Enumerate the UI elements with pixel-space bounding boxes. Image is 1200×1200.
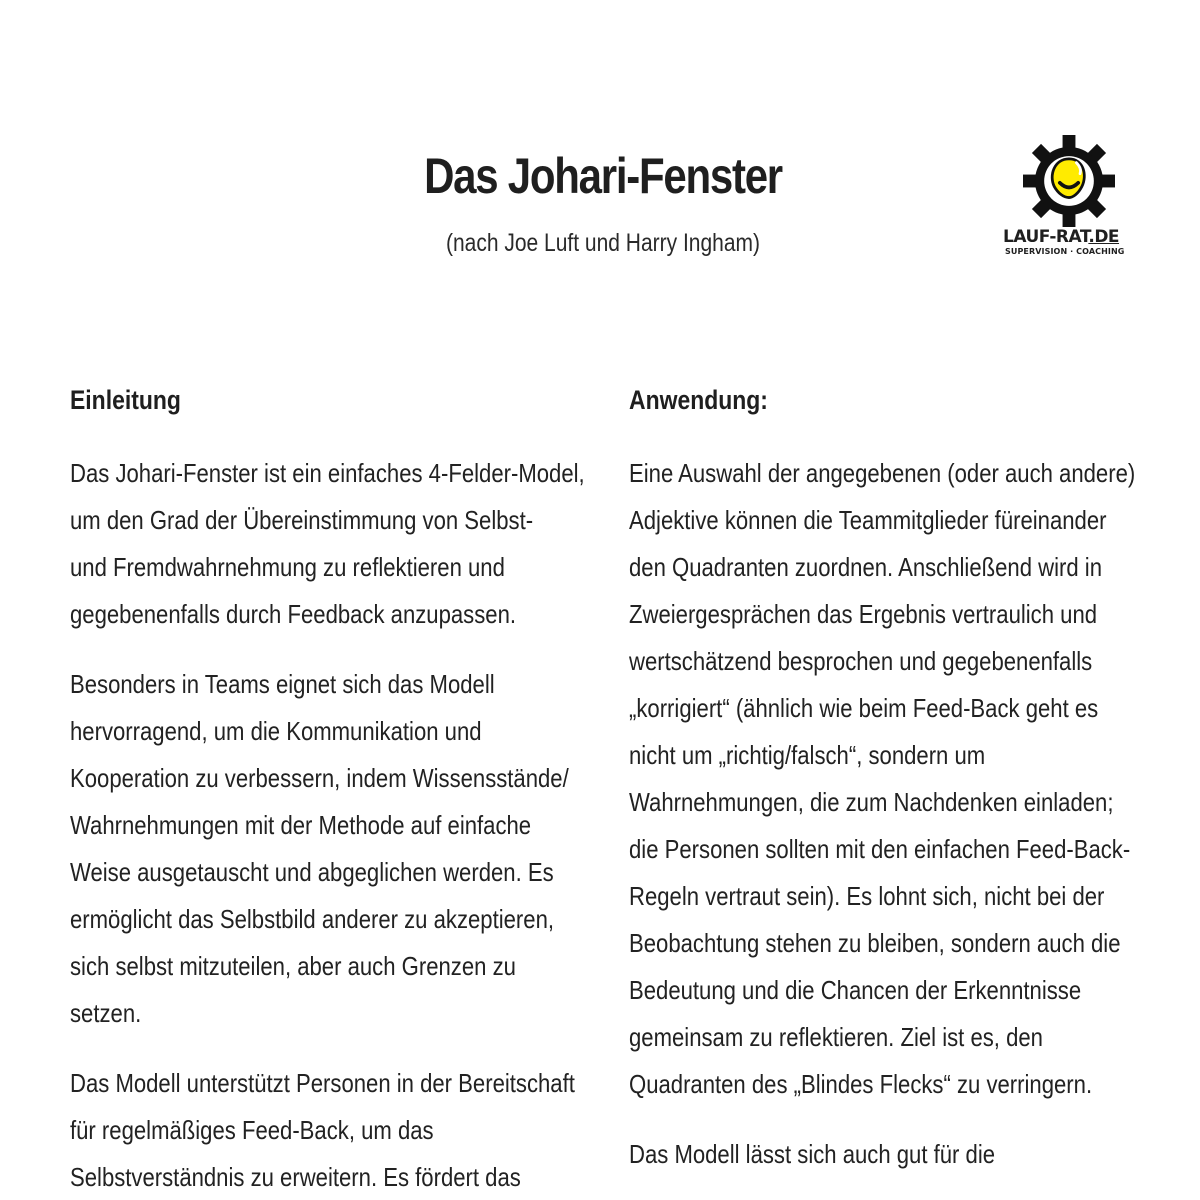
- text-line: Wahrnehmungen, die zum Nachdenken einladen;: [629, 787, 1114, 817]
- introduction-body: [70, 450, 585, 1200]
- logo-tagline: SUPERVISION · COACHING: [1005, 247, 1125, 256]
- text-line: Wahrnehmungen mit der Methode auf einfache: [70, 810, 532, 840]
- text-line: den Quadranten zuordnen. Anschließend wird in: [629, 552, 1103, 582]
- text-line: nicht um „richtig/falsch“, sondern um: [629, 740, 986, 770]
- application-body: [629, 450, 1137, 1178]
- text-line: Quadranten des „Blindes Flecks“ zu verringern.: [629, 1069, 1093, 1099]
- text-line: ermöglicht das Selbstbild anderer zu akzeptieren,: [70, 904, 555, 934]
- paragraph: [70, 450, 585, 638]
- text-line: Das Modell lässt sich auch gut für die: [629, 1139, 996, 1169]
- text-line: Kooperation zu verbessern, indem Wissensstände/: [70, 763, 569, 793]
- gear-lightbulb-icon: [1019, 135, 1119, 227]
- text-line: Das Modell unterstützt Personen in der Bereitschaft: [70, 1068, 575, 1098]
- text-line: Adjektive können die Teammitglieder füreinander: [629, 505, 1107, 535]
- text-line: hervorragend, um die Kommunikation und: [70, 716, 482, 746]
- text-line: Eine Auswahl der angegebenen (oder auch andere): [629, 458, 1136, 488]
- text-line: sich selbst mitzuteilen, aber auch Grenzen zu: [70, 951, 516, 981]
- paragraph: [629, 1131, 1137, 1178]
- paragraph: [70, 661, 578, 1037]
- text-line: um den Grad der Übereinstimmung von Selbst-: [70, 505, 534, 535]
- text-line: Weise ausgetauscht und abgeglichen werden. Es: [70, 857, 554, 887]
- text-line: die Personen sollten mit den einfachen Feed-Back-: [629, 834, 1131, 864]
- text-line: setzen.: [70, 998, 142, 1028]
- text-line: „korrigiert“ (ähnlich wie beim Feed-Back geht es: [629, 693, 1099, 723]
- text-line: Das Johari-Fenster ist ein einfaches 4-Felder-Model,: [70, 458, 585, 488]
- text-line: Regeln vertraut sein). Es lohnt sich, nicht bei der: [629, 881, 1105, 911]
- introduction-heading: Einleitung: [70, 385, 181, 415]
- logo-word: LAUF-RAT: [1003, 227, 1089, 247]
- logo-wordmark: [1003, 227, 1138, 247]
- document-title: Das Johari-Fenster: [424, 148, 782, 204]
- document-subtitle: (nach Joe Luft und Harry Ingham): [445, 229, 761, 257]
- application-heading: Anwendung:: [629, 385, 768, 415]
- column-application: [629, 380, 1137, 1200]
- text-line: gemeinsam zu reflektieren. Ziel ist es, den: [629, 1022, 1043, 1052]
- paragraph: [629, 450, 1137, 1108]
- text-line: wertschätzend besprochen und gegebenenfalls: [629, 646, 1093, 676]
- text-line: Besonders in Teams eignet sich das Modell: [70, 669, 495, 699]
- text-line: Beobachtung stehen zu bleiben, sondern auch die: [629, 928, 1121, 958]
- text-line: Zweiergesprächen das Ergebnis vertraulich und: [629, 599, 1098, 629]
- lauf-rat-logo: [1003, 135, 1138, 260]
- text-line: Selbstverständnis zu erweitern. Es fördert das: [70, 1162, 521, 1192]
- column-introduction: [70, 380, 585, 1200]
- logo-tld: .DE: [1088, 227, 1120, 247]
- paragraph: [70, 1060, 578, 1200]
- text-line: für regelmäßiges Feed-Back, um das: [70, 1115, 434, 1145]
- text-line: und Fremdwahrnehmung zu reflektieren und: [70, 552, 505, 582]
- text-line: Bedeutung und die Chancen der Erkenntnisse: [629, 975, 1082, 1005]
- text-line: gegebenenfalls durch Feedback anzupassen.: [70, 599, 517, 629]
